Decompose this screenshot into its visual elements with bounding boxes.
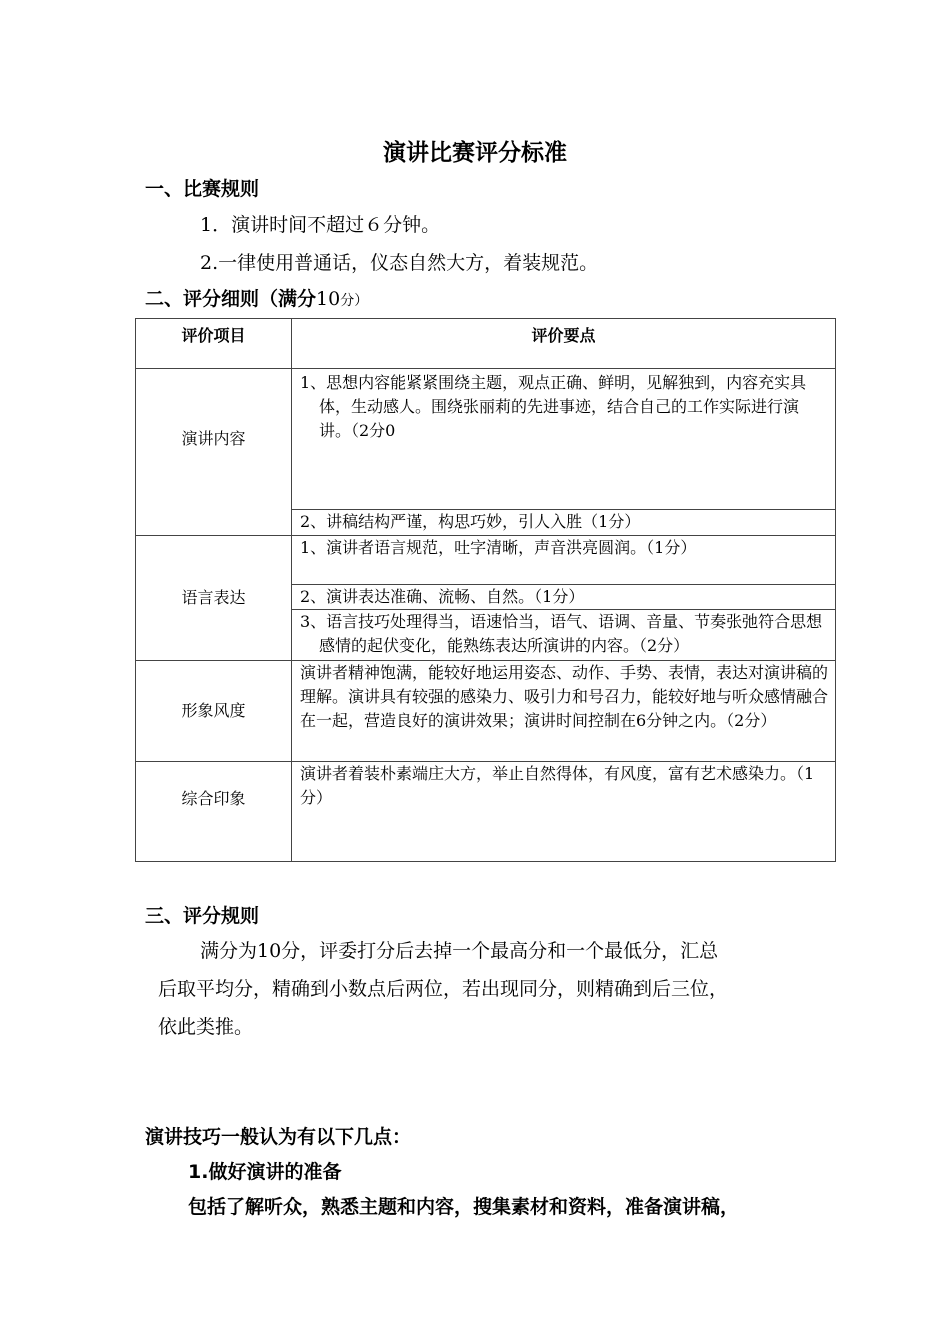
- point-cell: 2、演讲表达准确、流畅、自然。（1分）: [292, 585, 836, 610]
- criteria-table: [135, 318, 836, 862]
- row-item-language: 语言表达: [136, 536, 292, 661]
- rule-2: 2.一律使用普通话，仪态自然大方，着装规范。: [200, 252, 599, 274]
- scoring-line-1: 满分为10分，评委打分后去掉一个最高分和一个最低分，汇总: [200, 940, 719, 962]
- point-cell: 1、演讲者语言规范，吐字清晰，声音洪亮圆润。（1分）: [292, 536, 836, 585]
- tip-1-heading: 1.做好演讲的准备: [188, 1161, 342, 1183]
- point-cell: 演讲者着装朴素端庄大方，举止自然得体，有风度，富有艺术感染力。（1分）: [292, 762, 836, 862]
- table-row: [136, 762, 836, 862]
- section-3-heading: 三、评分规则: [145, 905, 260, 927]
- tip-1-text: 包括了解听众，熟悉主题和内容，搜集素材和资料，准备演讲稿，: [188, 1196, 740, 1218]
- tips-heading: 演讲技巧一般认为有以下几点：: [145, 1126, 412, 1148]
- scoring-line-2: 后取平均分，精确到小数点后两位，若出现同分，则精确到后三位，: [158, 978, 729, 1000]
- section-2-heading: 二、评分细则（满分10分）: [145, 288, 369, 310]
- page-title: 演讲比赛评分标准: [383, 140, 567, 166]
- table-row: [136, 369, 836, 510]
- point-cell: 3、语言技巧处理得当，语速恰当，语气、语调、音量、节奏张弛符合思想感情的起伏变化，能熟练表达所演讲的内容。（2分）: [292, 610, 836, 661]
- point-cell: 2、讲稿结构严谨，构思巧妙，引人入胜（1分）: [292, 510, 836, 536]
- row-item-image: 形象风度: [136, 661, 292, 762]
- header-item: 评价项目: [136, 319, 292, 369]
- section-1-heading: 一、比赛规则: [145, 178, 260, 200]
- point-cell: 演讲者精神饱满，能较好地运用姿态、动作、手势、表情，表达对演讲稿的理解。演讲具有较强的感染力、吸引力和号召力，能较好地与听众感情融合在一起，营造良好的演讲效果；演讲时间控制在6分钟之内。（2分）: [292, 661, 836, 762]
- point-cell: 1、思想内容能紧紧围绕主题，观点正确、鲜明，见解独到，内容充实具体，生动感人。围绕张丽莉的先进事迹，结合自己的工作实际进行演讲。（2分0: [292, 369, 836, 510]
- row-item-impression: 综合印象: [136, 762, 292, 862]
- header-points: 评价要点: [292, 319, 836, 369]
- rule-1: 1．演讲时间不超过６分钟。: [200, 214, 441, 236]
- row-item-content: 演讲内容: [136, 369, 292, 536]
- scoring-line-3: 依此类推。: [158, 1016, 254, 1038]
- table-header-row: [136, 319, 836, 369]
- table-row: [136, 536, 836, 585]
- table-row: [136, 661, 836, 762]
